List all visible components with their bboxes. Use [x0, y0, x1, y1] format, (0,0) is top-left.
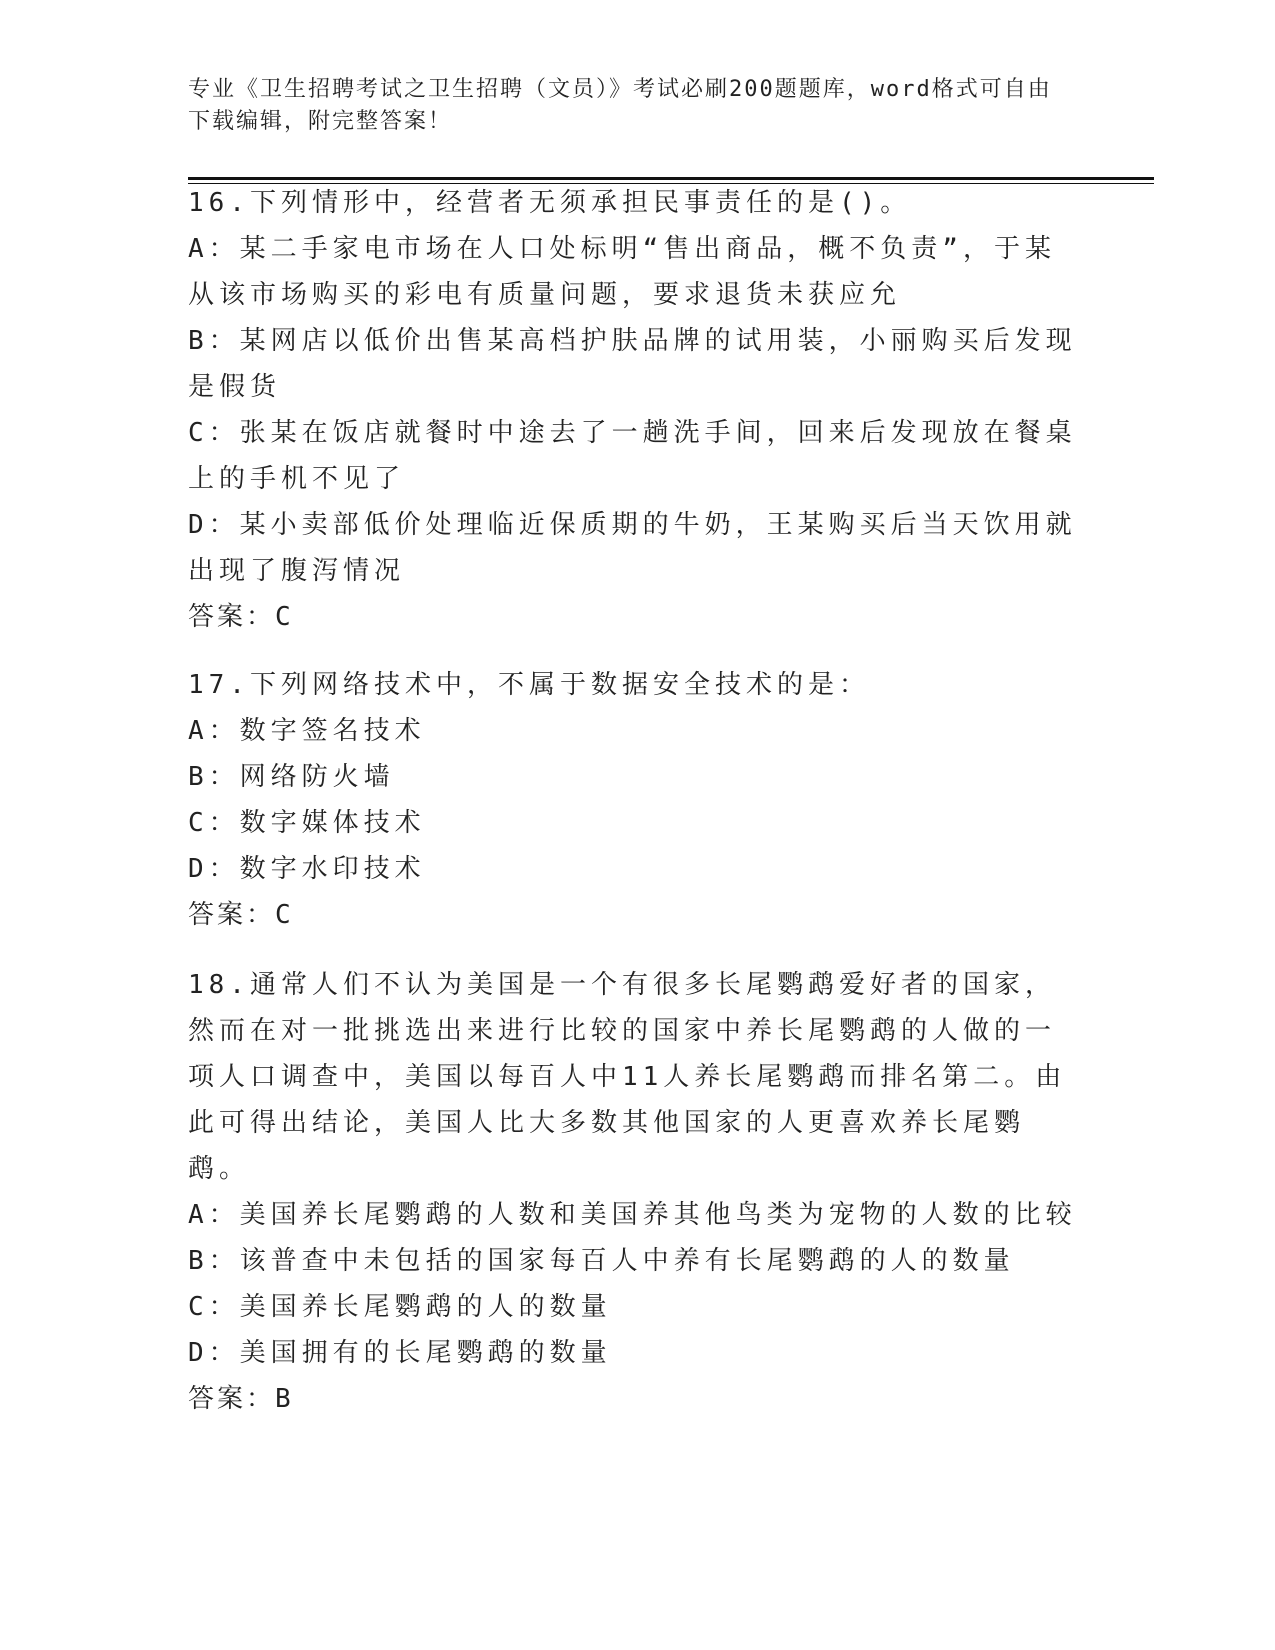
document-header	[188, 74, 1068, 138]
option-b: B：网络防火墙	[188, 762, 395, 792]
header-text: 专业《卫生招聘考试之卫生招聘（文员）》考试必刷200题题库，word格式可自由下载编辑，附完整答案！	[188, 77, 1052, 134]
option-b: B：该普查中未包括的国家每百人中养有长尾鹦鹉的人的数量	[188, 1246, 1015, 1276]
option-c: C：张某在饭店就餐时中途去了一趟洗手间，回来后发现放在餐桌上的手机不见了	[188, 418, 1077, 494]
answer: 答案：C	[188, 900, 294, 930]
option-a: A：某二手家电市场在人口处标明“售出商品，概不负责”，于某从该市场购买的彩电有质量问题，要求退货未获应允	[188, 234, 1056, 310]
question-stem: 16.下列情形中，经营者无须承担民事责任的是()。	[188, 188, 912, 218]
question-18	[188, 962, 1078, 1422]
question-stem: 18.通常人们不认为美国是一个有很多长尾鹦鹉爱好者的国家，然而在对一批挑选出来进行比较的国家中养长尾鹦鹉的人做的一项人口调查中，美国以每百人中11人养长尾鹦鹉而排名第二。由此可得出结论，美国人比大多数其他国家的人更喜欢养长尾鹦鹉。	[188, 970, 1067, 1184]
option-d: D：某小卖部低价处理临近保质期的牛奶，王某购买后当天饮用就出现了腹泻情况	[188, 510, 1077, 586]
option-b: B：某网店以低价出售某高档护肤品牌的试用装，小丽购买后发现是假货	[188, 326, 1077, 402]
option-d: D：数字水印技术	[188, 854, 426, 884]
option-a: A：美国养长尾鹦鹉的人数和美国养其他鸟类为宠物的人数的比较	[188, 1200, 1077, 1230]
question-16	[188, 180, 1078, 640]
option-d: D：美国拥有的长尾鹦鹉的数量	[188, 1338, 612, 1368]
answer: 答案：B	[188, 1384, 294, 1414]
answer: 答案：C	[188, 602, 294, 632]
option-c: C：数字媒体技术	[188, 808, 426, 838]
option-a: A：数字签名技术	[188, 716, 426, 746]
question-17	[188, 662, 1078, 938]
question-stem: 17.下列网络技术中，不属于数据安全技术的是：	[188, 670, 870, 700]
option-c: C：美国养长尾鹦鹉的人的数量	[188, 1292, 612, 1322]
